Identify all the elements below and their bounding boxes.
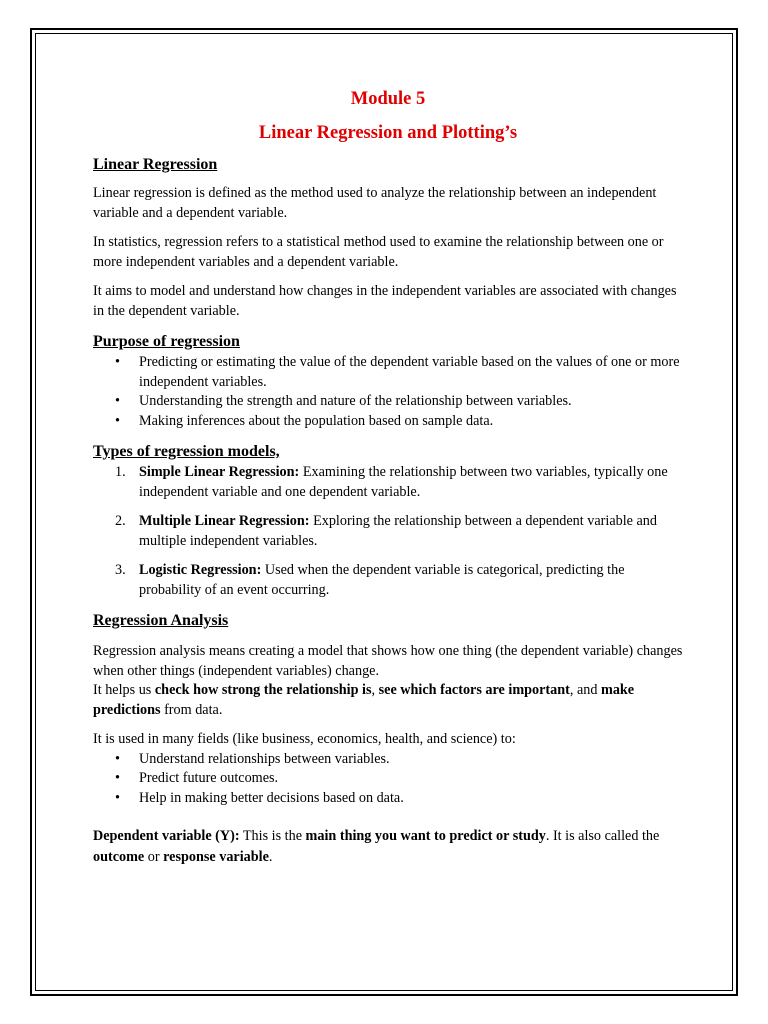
module-title: Module 5 [350, 89, 426, 109]
bullet-icon: • [115, 789, 120, 806]
bullet-icon: • [115, 770, 120, 786]
document-body [93, 86, 683, 868]
uses-list [93, 750, 683, 809]
document-title: Linear Regression and Plotting’s [258, 123, 518, 143]
list-item: • Understanding the strength and nature of the relationship between variables. [93, 392, 683, 412]
paragraph-dependent-variable: Dependent variable (Y): This is the main thing you want to predict or study. It is also called the outcome or response variable. [93, 828, 660, 865]
paragraph: Regression analysis means creating a model that shows how one thing (the dependent variable) changes when other things (independent variables) change. [93, 643, 683, 679]
list-item: • Predicting or estimating the value of the dependent variable based on the values of one or more independent variables. [115, 354, 680, 390]
types-list [93, 463, 683, 600]
paragraph: It helps us check how strong the relationship is, see which factors are important, and make predictions from data. [93, 682, 635, 718]
paragraph: It is used in many fields (like business, economics, health, and science) to: [93, 731, 516, 747]
paragraph: In statistics, regression refers to a statistical method used to examine the relationship between one or more independent variables and a dependent variable. [93, 234, 664, 270]
section-heading-regression-analysis: Regression Analysis [93, 612, 229, 629]
bullet-icon: • [115, 393, 120, 409]
bullet-icon: • [115, 750, 120, 767]
list-item: 1. Simple Linear Regression: Examining the relationship between two variables, typically one independent variable and one dependent variable. [115, 464, 668, 500]
paragraph: It aims to model and understand how changes in the independent variables are associated with changes in the dependent variable. [93, 283, 677, 319]
bullet-icon: • [115, 354, 120, 370]
paragraph: Linear regression is defined as the method used to analyze the relationship between an independent variable and a dependent variable. [93, 185, 657, 221]
section-heading-linear-regression: Linear Regression [93, 156, 218, 173]
list-item: • Help in making better decisions based on data. [93, 789, 683, 809]
list-item: 2. Multiple Linear Regression: Exploring the relationship between a dependent variable and multiple independent variables. [115, 513, 657, 549]
bullet-icon: • [115, 412, 120, 429]
section-heading-types: Types of regression models, [93, 443, 280, 460]
list-item: • Understand relationships between variables. [93, 750, 683, 770]
list-item: 3. Logistic Regression: Used when the dependent variable is categorical, predicting the probability of an event occurring. [115, 562, 625, 598]
list-item: • Making inferences about the population based on sample data. [93, 412, 683, 432]
section-heading-purpose: Purpose of regression [93, 333, 240, 350]
list-item: • Predict future outcomes. [93, 769, 683, 789]
purpose-list [93, 353, 683, 431]
